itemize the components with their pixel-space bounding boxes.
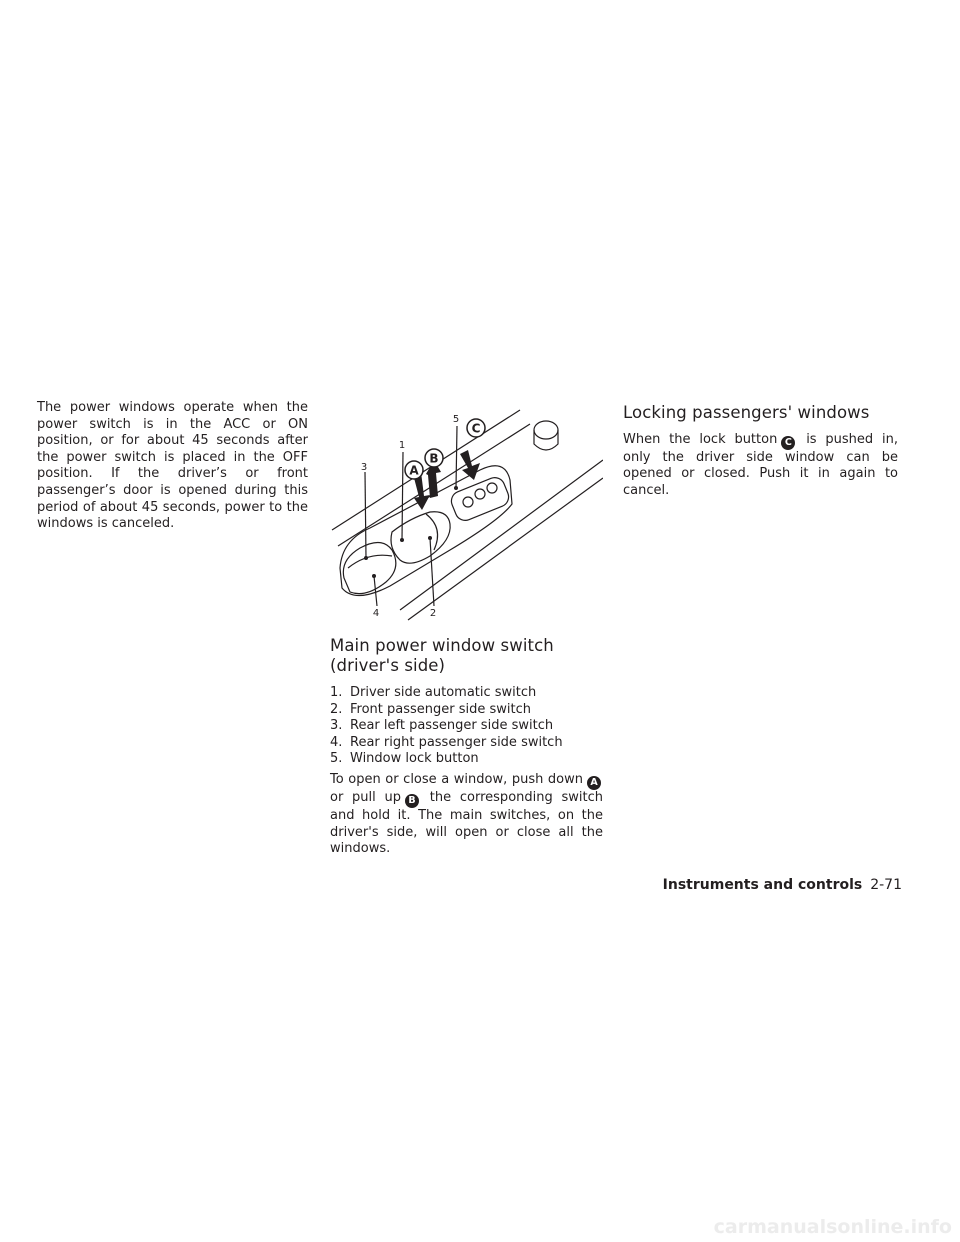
callout-1: 1: [398, 440, 406, 451]
locking-paragraph: When the lock button C is pushed in, only the driver side window can be opened or closed. Push it in again to cancel.: [623, 431, 899, 498]
letter-b: B: [429, 451, 439, 466]
operation-paragraph: To open or close a window, push down A or pull up B the corresponding switch and hold it. The main switches, on the driver's side, will open or close all the windows.: [330, 771, 603, 857]
letter-a: A: [409, 463, 419, 478]
watermark-text: carmanualsonline.info: [713, 1216, 952, 1238]
list-item: 4. Rear right passenger side switch: [330, 734, 563, 750]
letter-b-badge: B: [405, 794, 419, 808]
callout-5: 5: [452, 414, 460, 425]
list-item: 5. Window lock button: [330, 751, 479, 767]
page-number: 2-71: [870, 877, 902, 893]
list-item: 2. Front passenger side switch: [330, 701, 532, 717]
arrow-down-c: [460, 450, 480, 480]
section-heading-locking: Locking passengers' windows: [623, 403, 870, 422]
right-column: [623, 400, 898, 499]
page-footer: [663, 877, 902, 893]
letter-c: C: [471, 421, 481, 436]
callout-2: 2: [429, 608, 437, 619]
switch-legend-list: [330, 685, 603, 768]
power-window-switch-illustration: [330, 400, 603, 622]
rear-switch-body: [343, 542, 396, 593]
section-heading-main-switch: Main power window switch (driver's side): [330, 636, 554, 675]
lock-knob: [534, 421, 558, 439]
list-item: 1. Driver side automatic switch: [330, 685, 537, 700]
callout-4: 4: [372, 608, 380, 619]
intro-paragraph: The power windows operate when the power switch is in the ACC or ON position, or for about 45 seconds after the power switch is placed in the OFF position. If the driver’s or front passenger’s door is opened during this period of about 45 seconds, power to the windows is canceled.: [37, 400, 308, 532]
letter-c-badge: C: [781, 436, 795, 450]
list-item: 3. Rear left passenger side switch: [330, 718, 554, 734]
letter-a-badge: A: [587, 776, 601, 790]
middle-column: [330, 400, 603, 858]
footer-section-title: Instruments and controls: [662, 877, 863, 893]
watermark: [699, 1212, 954, 1240]
callout-3: 3: [360, 462, 368, 473]
left-column: [37, 400, 308, 533]
